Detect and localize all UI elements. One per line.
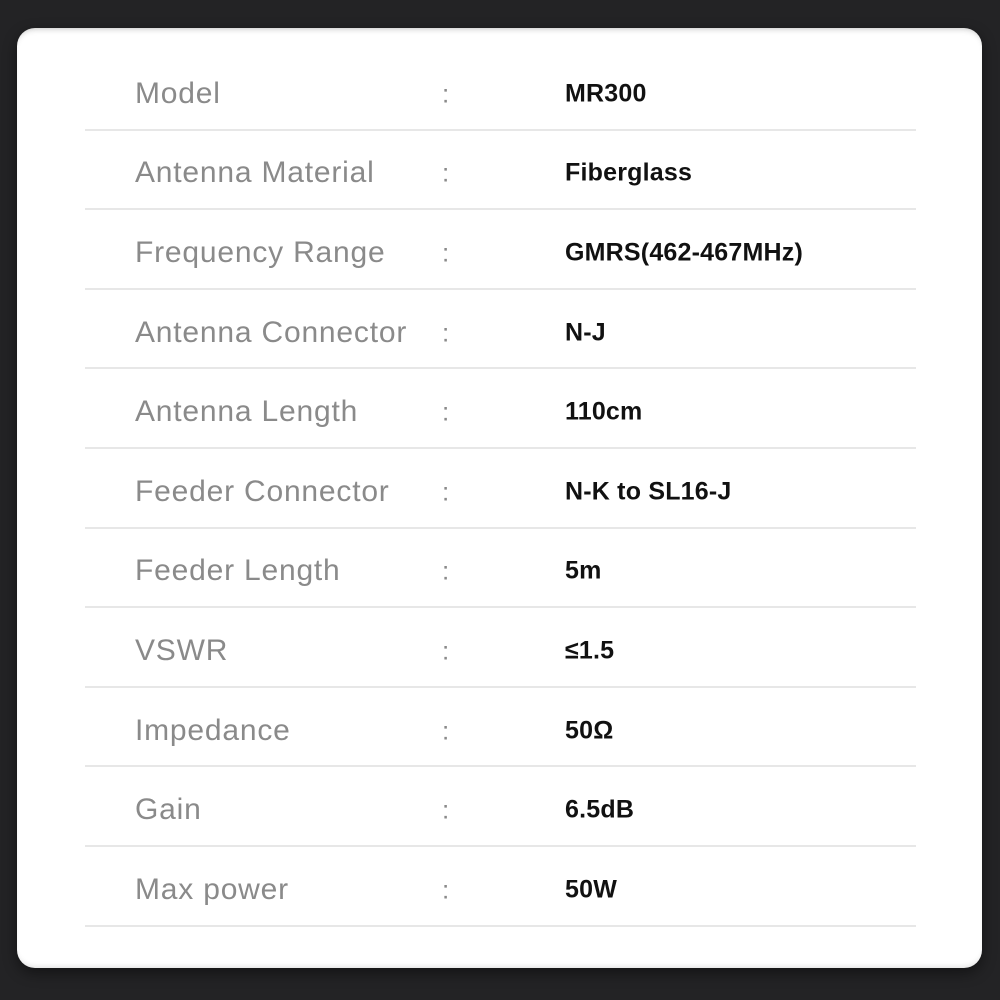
spec-row-max-power [85,847,916,927]
colon-separator: : [442,555,450,586]
colon-separator: : [442,874,450,905]
spec-row-feeder-length [85,529,916,609]
colon-separator: : [442,794,450,825]
spec-label: Impedance [135,713,291,747]
spec-row-model [85,51,916,131]
colon-separator: : [442,78,450,109]
spec-label: Model [135,76,221,110]
spec-value: 6.5dB [565,795,635,824]
spec-value: N-K to SL16-J [565,477,732,506]
spec-value: ≤1.5 [565,636,615,665]
colon-separator: : [442,715,450,746]
colon-separator: : [442,396,450,427]
colon-separator: : [442,157,450,188]
spec-row-gain [85,767,916,847]
spec-table [85,51,916,927]
spec-row-vswr [85,608,916,688]
colon-separator: : [442,476,450,507]
spec-row-impedance [85,688,916,768]
spec-card [17,28,982,968]
spec-label: Frequency Range [135,235,386,269]
spec-label: Antenna Material [135,156,375,190]
spec-value: MR300 [565,79,647,108]
spec-label: VSWR [135,633,229,667]
colon-separator: : [442,317,450,348]
spec-value: N-J [565,318,606,347]
spec-label: Max power [135,872,289,906]
spec-row-frequency-range [85,210,916,290]
spec-label: Gain [135,793,202,827]
colon-separator: : [442,237,450,268]
spec-value: 50W [565,875,618,904]
spec-value: GMRS(462-467MHz) [565,238,803,267]
spec-value: Fiberglass [565,158,693,187]
spec-label: Antenna Connector [135,315,408,349]
colon-separator: : [442,635,450,666]
spec-row-feeder-connector [85,449,916,529]
spec-row-antenna-connector [85,290,916,370]
spec-row-antenna-material [85,131,916,211]
spec-label: Feeder Length [135,554,341,588]
spec-value: 5m [565,556,602,585]
spec-label: Antenna Length [135,395,359,429]
spec-value: 110cm [565,397,643,426]
spec-row-antenna-length [85,369,916,449]
spec-label: Feeder Connector [135,474,390,508]
spec-value: 50Ω [565,716,614,745]
